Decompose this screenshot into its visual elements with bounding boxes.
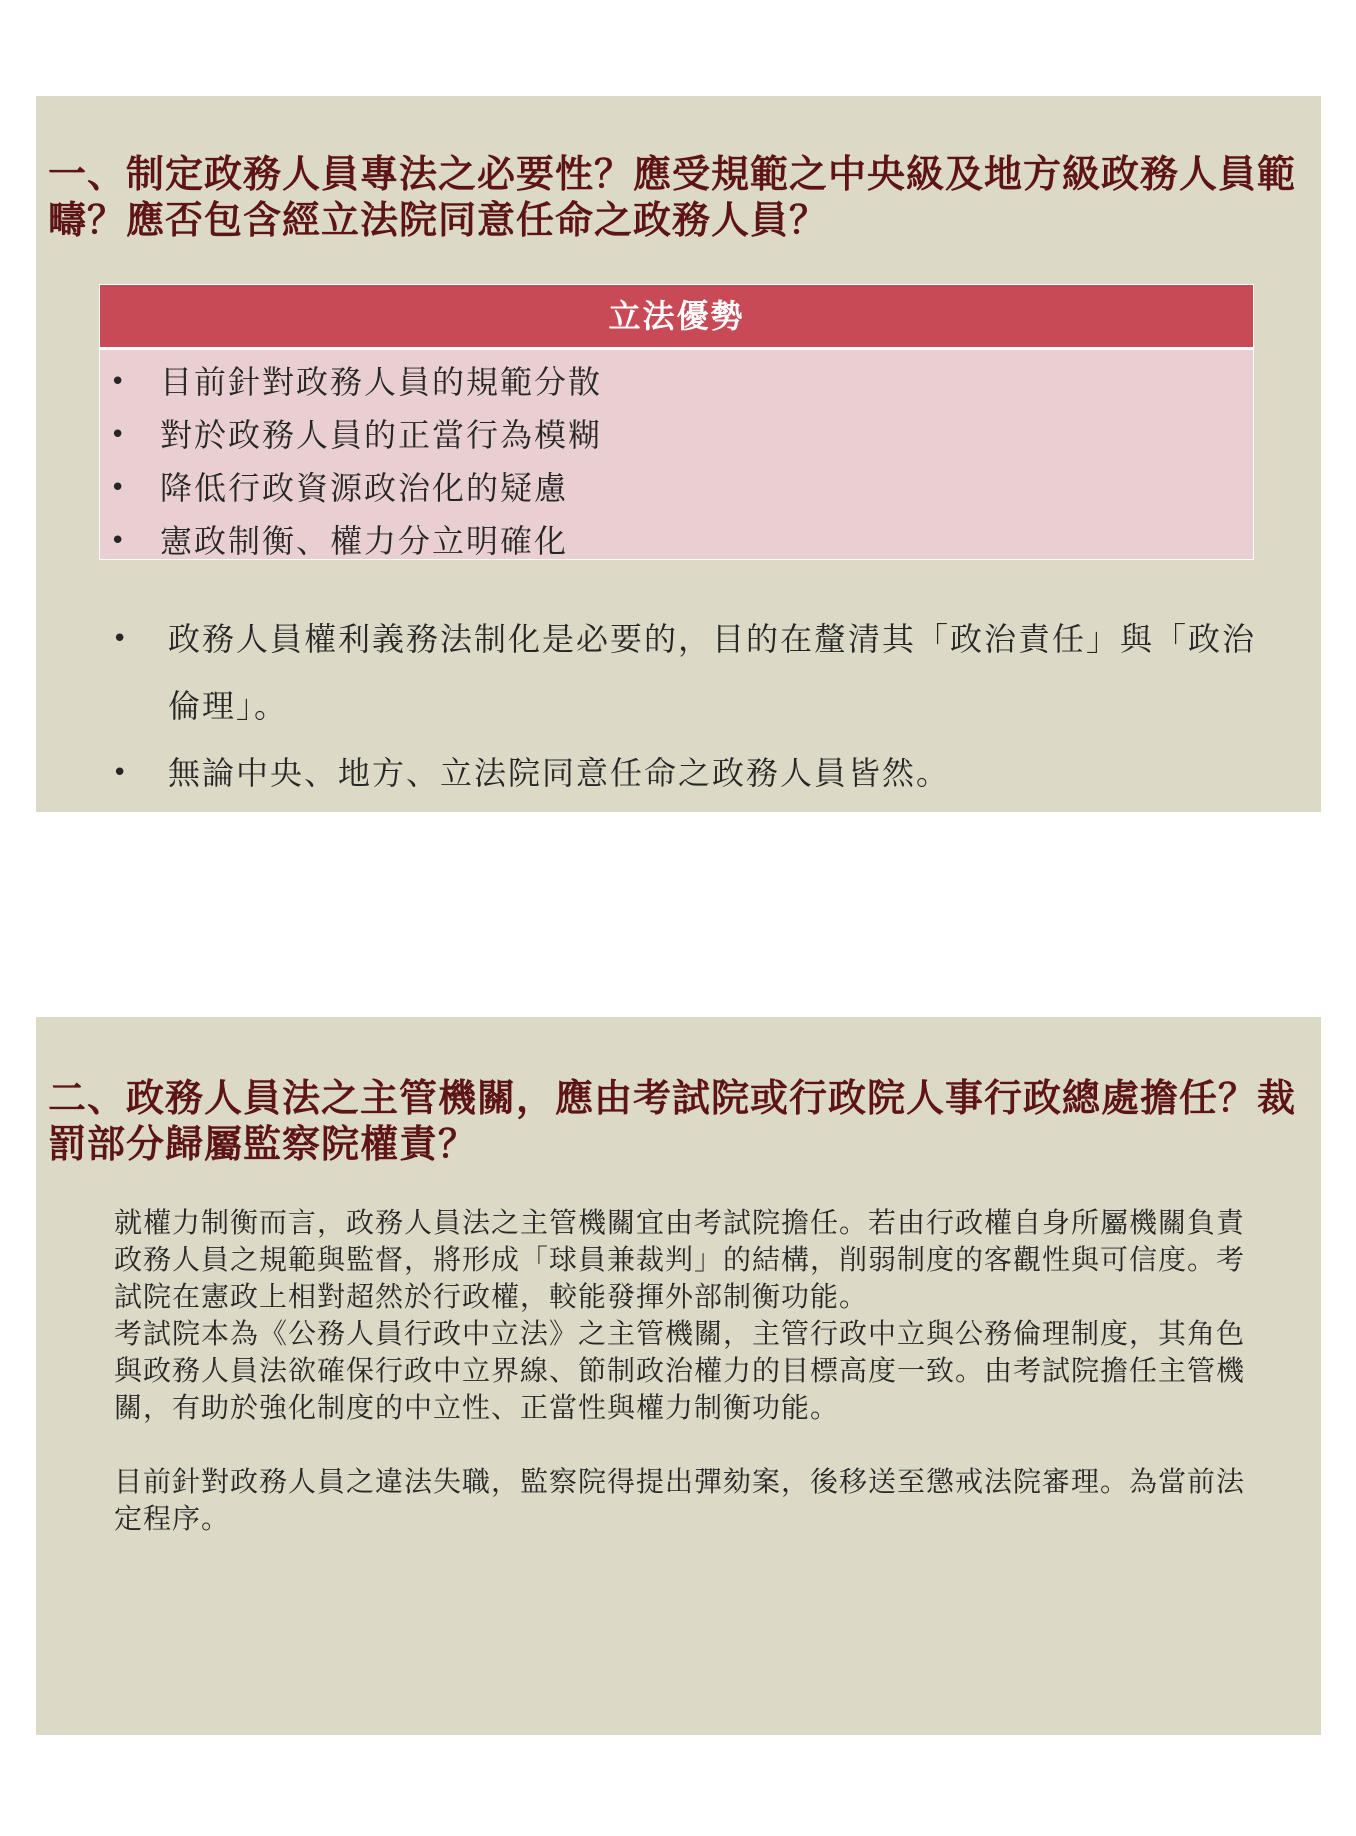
slide-2-heading: 二、政務人員法之主管機關，應由考試院或行政院人事行政總處擔任？裁罰部分歸屬監察院權責？ xyxy=(48,1076,1297,1166)
body-paragraph: 就權力制衡而言，政務人員法之主管機關宜由考試院擔任。若由行政權自身所屬機關負責政務人員之規範與監督，將形成「球員兼裁判」的結構，削弱制度的客觀性與可信度。考試院在憲政上相對超然於行政權，較能發揮外部制衡功能。 xyxy=(114,1206,1246,1313)
list-item xyxy=(100,515,1253,568)
list-item xyxy=(100,462,1253,515)
conclusion-text: 無論中央、地方、立法院同意任命之政務人員皆然。 xyxy=(168,754,951,792)
body-paragraph: 考試院本為《公務人員行政中立法》之主管機關，主管行政中立與公務倫理制度，其角色與政務人員法欲確保行政中立界線、節制政治權力的目標高度一致。由考試院擔任主管機關，有助於強化制度的中立性、正當性與權力制衡功能。 xyxy=(114,1317,1246,1424)
body-paragraph: 目前針對政務人員之違法失職，監察院得提出彈劾案，後移送至懲戒法院審理。為當前法定程序。 xyxy=(114,1465,1246,1535)
slide-1-heading: 一、制定政務人員專法之必要性？應受規範之中央級及地方級政務人員範疇？應否包含經立法院同意任命之政務人員？ xyxy=(48,152,1297,242)
advantage-text: 目前針對政務人員的規範分散 xyxy=(160,363,603,401)
list-item xyxy=(100,356,1253,409)
list-item xyxy=(108,606,1288,740)
bullet-icon: • xyxy=(110,473,128,503)
bullet-icon: • xyxy=(110,420,128,450)
slide-2-body xyxy=(114,1204,1264,1537)
advantage-text: 降低行政資源政治化的疑慮 xyxy=(160,469,569,507)
bullet-icon: • xyxy=(112,624,130,654)
bullet-icon: • xyxy=(110,367,128,397)
advantage-text: 對於政務人員的正當行為模糊 xyxy=(160,416,603,454)
list-item xyxy=(100,409,1253,462)
slide-1 xyxy=(36,96,1321,812)
bullet-icon: • xyxy=(110,526,128,556)
list-item xyxy=(108,740,1288,807)
conclusion-list xyxy=(108,606,1288,807)
bullet-icon: • xyxy=(112,758,130,788)
advantage-text: 憲政制衡、權力分立明確化 xyxy=(160,522,569,560)
conclusion-text: 政務人員權利義務法制化是必要的，目的在釐清其「政治責任」與「政治倫理」。 xyxy=(168,620,1257,725)
advantages-list xyxy=(100,350,1253,568)
slide-2 xyxy=(36,1017,1321,1735)
advantages-title: 立法優勢 xyxy=(100,285,1253,350)
paragraph-gap xyxy=(114,1426,1264,1463)
advantages-box xyxy=(99,284,1254,560)
